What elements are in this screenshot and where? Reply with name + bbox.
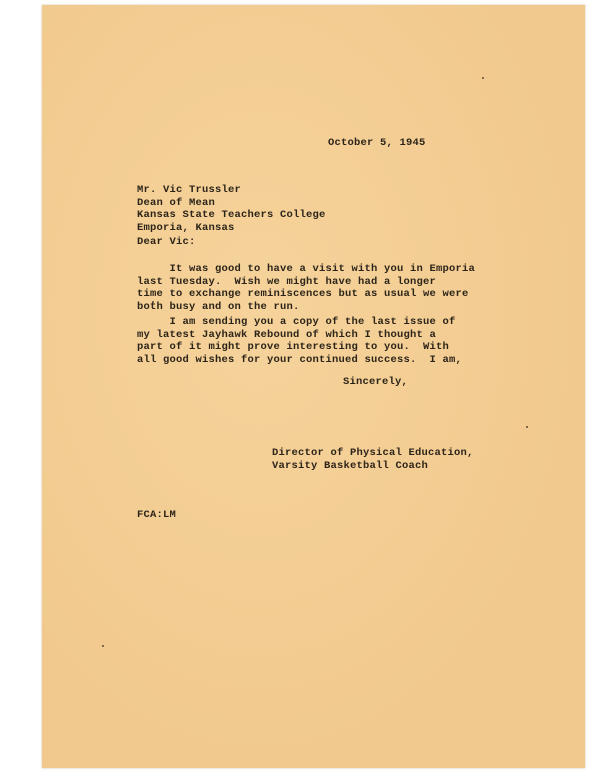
paragraph-line: all good wishes for your continued success. I am, <box>137 353 463 366</box>
paper-speck <box>482 77 484 79</box>
paragraph-line: my latest Jayhawk Rebound of which I thought a <box>137 328 437 341</box>
paragraph-line: part of it might prove interesting to you. With <box>137 341 450 353</box>
address-line: Mr. Vic Trussler <box>137 184 242 196</box>
letter-page <box>42 5 585 768</box>
paper-speck <box>526 426 528 428</box>
body-paragraph-1 <box>137 263 475 313</box>
paragraph-line: last Tuesday. Wish we might have had a longer <box>137 275 437 288</box>
paragraph-line: I am sending you a copy of the last issue of <box>137 316 456 328</box>
signature-line: Director of Physical Education, <box>272 447 474 459</box>
paragraph-line: time to exchange reminiscences but as usual we were <box>137 288 469 300</box>
letter-date: October 5, 1945 <box>328 137 426 149</box>
address-line: Kansas State Teachers College <box>137 209 326 221</box>
signature-block <box>272 447 474 472</box>
address-line: Emporia, Kansas <box>137 221 235 234</box>
body-paragraph-2 <box>137 316 462 366</box>
closing: Sincerely, <box>343 376 409 388</box>
paper-speck <box>102 645 104 647</box>
typist-initials: FCA:LM <box>137 509 177 521</box>
paragraph-line: It was good to have a visit with you in Emporia <box>137 263 476 275</box>
salutation: Dear Vic: <box>137 236 196 248</box>
signature-line: Varsity Basketball Coach <box>272 459 429 472</box>
paragraph-line: both busy and on the run. <box>137 300 300 313</box>
address-line: Dean of Mean <box>137 196 216 209</box>
recipient-address <box>137 184 326 234</box>
